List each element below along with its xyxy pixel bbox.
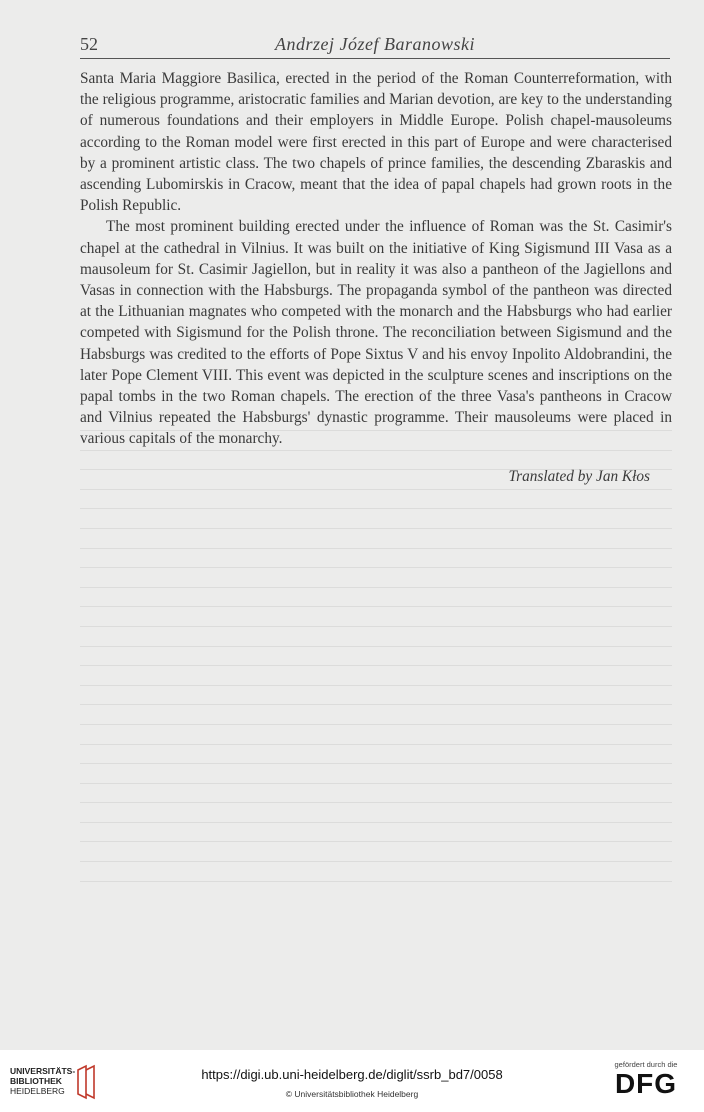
running-head: Andrzej Józef Baranowski <box>275 34 475 54</box>
digitization-footer <box>0 1050 704 1112</box>
library-line: BIBLIOTHEK <box>10 1076 62 1086</box>
page-header <box>80 34 670 60</box>
header-rule <box>80 58 670 59</box>
page-number: 52 <box>80 34 98 54</box>
library-line: UNIVERSITÄTS- <box>10 1066 76 1076</box>
dfg-logo <box>606 1060 686 1099</box>
translator-credit: Translated by Jan Kłos <box>508 468 650 485</box>
paragraph: The most prominent building erected under the influence of Roman was the St. Casimir's chapel at the cathedral in Vilnius. It was built on the initiative of King Sigismund III Vasa as a mausoleum for St. Casimir Jagiellon, but in reality it was also a pantheon of the Jagiellons and Vasas in connection with the Habsburgs. The propaganda symbol of the pantheon was directed at the Lithuanian magnates who competed with the monarch and the Habsburgs who had earlier competed with Sigismund for the Polish throne. The reconciliation between Sigismund and the Habsburgs was credited to the efforts of Pope Sixtus V and his envoy Inpolito Aldobrandini, the later Pope Clement VIII. This event was depicted in the sculpture scenes and inscriptions on the papal tombs in the two Roman chapels. The erection of the three Vasa's pantheons in Cracow and Vilnius repeated the Habsburgs' dynastic programme. Their mausoleums were placed in various capitals of the monarchy. <box>80 218 672 448</box>
paragraph: Santa Maria Maggiore Basilica, erected in the period of the Roman Counterreformation, with the religious programme, aristocratic families and Marian devotion, are key to the understanding of numerous foundations and their employers in Middle Europe. Polish chapel-mausoleums according to the Roman model were first erected in this part of Europe and were characterised by a prominent artistic class. The two chapels of prince families, the descending Zbaraskis and ascending Lubomirskis in Cracow, meant that the idea of papal chapels had grown roots in the Polish Republic. <box>80 70 672 215</box>
library-line: HEIDELBERG <box>10 1086 65 1096</box>
copyright-notice: © Universitätsbibliothek Heidelberg <box>285 1089 419 1099</box>
permalink-link[interactable]: https://digi.ub.uni-heidelberg.de/diglit/ssrb_bd7/0058 <box>201 1067 503 1082</box>
funder-caption: gefördert durch die <box>614 1060 678 1069</box>
funder-logo-text: DFG <box>614 1068 678 1099</box>
body-text <box>80 68 672 450</box>
bleed-through-text <box>80 430 672 920</box>
